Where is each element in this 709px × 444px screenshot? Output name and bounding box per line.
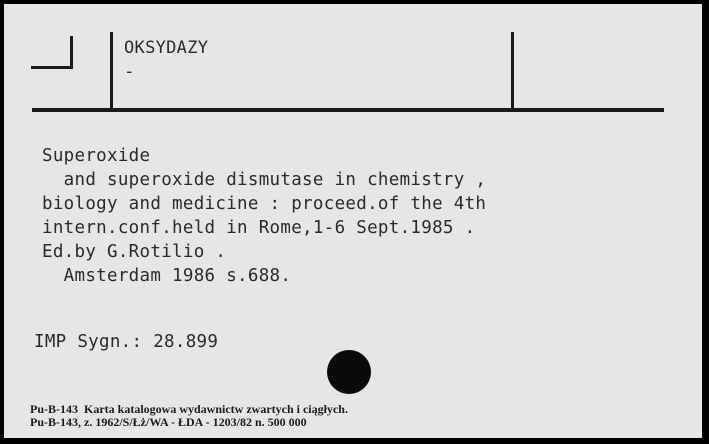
record-line: Ed.by G.Rotilio . bbox=[42, 242, 227, 262]
left-vertical-rule bbox=[110, 32, 113, 110]
record-line: and superoxide dismutase in chemistry , bbox=[42, 170, 487, 190]
record-line: intern.conf.held in Rome,1-6 Sept.1985 . bbox=[42, 218, 476, 238]
corner-mark-horizontal bbox=[31, 66, 73, 69]
right-vertical-rule bbox=[511, 32, 514, 110]
record-line-title: Superoxide bbox=[42, 146, 151, 166]
punch-hole bbox=[327, 350, 371, 394]
footer-form-line-2: Pu-B-143, z. 1962/S/Łż/WA - ŁDA - 1203/82 n. 500 000 bbox=[30, 415, 307, 429]
record-line-imprint: Amsterdam 1986 s.688. bbox=[42, 266, 292, 286]
footer-form-line-1: Pu-B-143 Karta katalogowa wydawnictw zwartych i ciągłych. bbox=[30, 402, 348, 416]
header-horizontal-rule bbox=[32, 108, 664, 112]
subject-heading: OKSYDAZY bbox=[124, 38, 209, 58]
subject-dash: - bbox=[124, 62, 135, 82]
corner-mark-vertical bbox=[70, 36, 73, 69]
call-number: IMP Sygn.: 28.899 bbox=[34, 332, 219, 352]
catalog-card bbox=[4, 4, 702, 438]
record-line: biology and medicine : proceed.of the 4th bbox=[42, 194, 487, 214]
